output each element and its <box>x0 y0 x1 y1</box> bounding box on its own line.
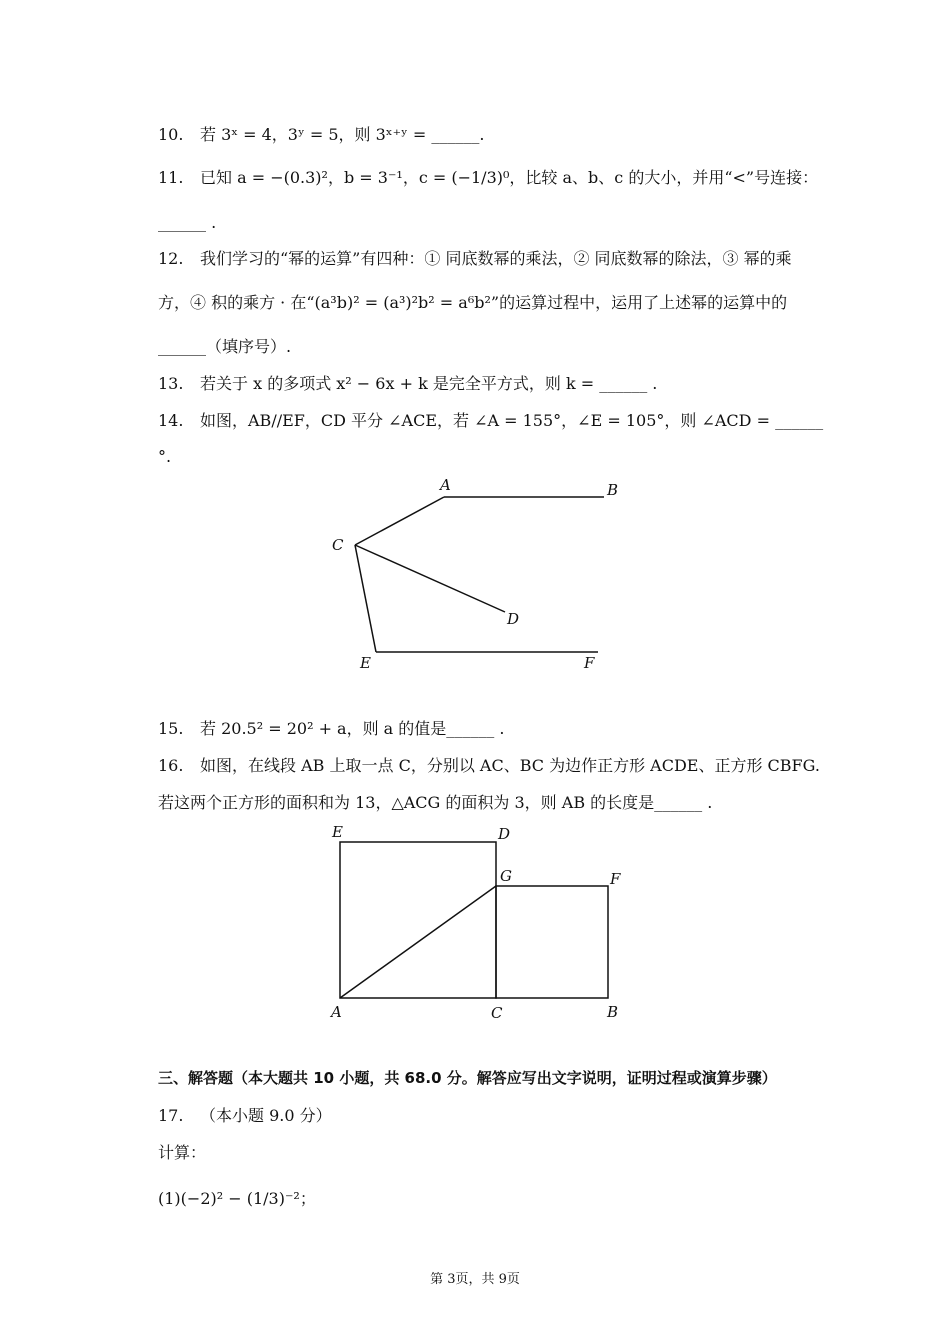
figure-14 <box>320 470 640 680</box>
question-number: 10. <box>158 125 184 144</box>
segment-ag <box>340 886 496 998</box>
question-17-part-1: (1)(−2)² − (1/3)⁻²； <box>158 1189 316 1208</box>
label-d: D <box>498 825 511 843</box>
label-g: G <box>500 867 512 885</box>
question-11-answer-line <box>158 212 216 234</box>
question-points: （本小题 9.0 分） <box>200 1106 332 1125</box>
section-heading: 三、解答题（本大题共 10 小题，共 68.0 分。解答应写出文字说明，证明过程或演算步骤） <box>158 1069 777 1087</box>
label-e: E <box>360 654 371 672</box>
label-c: C <box>491 1004 503 1022</box>
square-cbfg <box>496 886 608 998</box>
answer-blank-text: ______（填序号）. <box>158 337 292 356</box>
label-c: C <box>332 536 344 554</box>
question-14-line-2 <box>158 446 171 468</box>
question-12 <box>158 248 792 270</box>
label-d: D <box>507 610 520 628</box>
question-text: 如图，AB//EF，CD 平分 ∠ACE，若 ∠A = 155°，∠E = 105°，则 ∠ACD = ______ <box>200 411 824 430</box>
question-14 <box>158 410 823 432</box>
label-e: E <box>332 823 343 841</box>
question-number: 16. <box>158 756 184 775</box>
label-f: F <box>584 654 595 672</box>
question-text: 方，④ 积的乘方 · 在“(a³b)² = (a³)²b² = a⁶b²”的运算过程中，运用了上述幂的运算中的 <box>158 293 788 312</box>
question-text: 已知 a = −(0.3)²，b = 3⁻¹，c = (−1/3)⁰，比较 a、b、c 的大小，并用“<”号连接： <box>200 168 819 187</box>
question-17 <box>158 1105 332 1127</box>
question-16-line-2 <box>158 792 712 814</box>
question-15 <box>158 718 504 740</box>
answer-blank-text: ______ . <box>158 213 217 232</box>
page-footer: 第 3页，共 9页 <box>430 1272 520 1287</box>
question-10 <box>158 124 484 146</box>
segment-cd <box>355 545 505 612</box>
question-text: 如图，在线段 AB 上取一点 C，分别以 AC、BC 为边作正方形 ACDE、正方形 CBFG. <box>200 756 820 775</box>
question-12-line-3 <box>158 336 291 358</box>
question-number: 12. <box>158 249 184 268</box>
question-17-instruction: 计算： <box>158 1143 207 1162</box>
question-text: 若 20.5² = 20² + a，则 a 的值是______ . <box>200 719 505 738</box>
question-number: 15. <box>158 719 184 738</box>
question-11 <box>158 167 818 189</box>
label-b: B <box>607 481 619 499</box>
question-number: 13. <box>158 374 184 393</box>
question-text: 若 3ˣ = 4，3ʸ = 5，则 3ˣ⁺ʸ = ______. <box>200 125 485 144</box>
question-text: 若这两个正方形的面积和为 13，△ACG 的面积为 3，则 AB 的长度是______ . <box>158 793 713 812</box>
label-a: A <box>331 1003 342 1021</box>
label-f: F <box>610 870 621 888</box>
label-b: B <box>607 1003 619 1021</box>
segment-ca <box>355 497 444 545</box>
degree-symbol: °. <box>158 447 172 466</box>
segment-ce <box>355 545 376 652</box>
question-text: 我们学习的“幂的运算”有四种：① 同底数幂的乘法，② 同底数幂的除法，③ 幂的乘 <box>200 249 792 268</box>
question-13 <box>158 373 657 395</box>
question-number: 14. <box>158 411 184 430</box>
question-16 <box>158 755 820 777</box>
label-a: A <box>440 476 451 494</box>
question-number: 17. <box>158 1106 184 1125</box>
question-text: 若关于 x 的多项式 x² − 6x + k 是完全平方式，则 k = ______ . <box>200 374 658 393</box>
square-acde <box>340 842 496 998</box>
question-12-line-2 <box>158 292 787 314</box>
question-number: 11. <box>158 168 184 187</box>
figure-16 <box>320 820 640 1030</box>
